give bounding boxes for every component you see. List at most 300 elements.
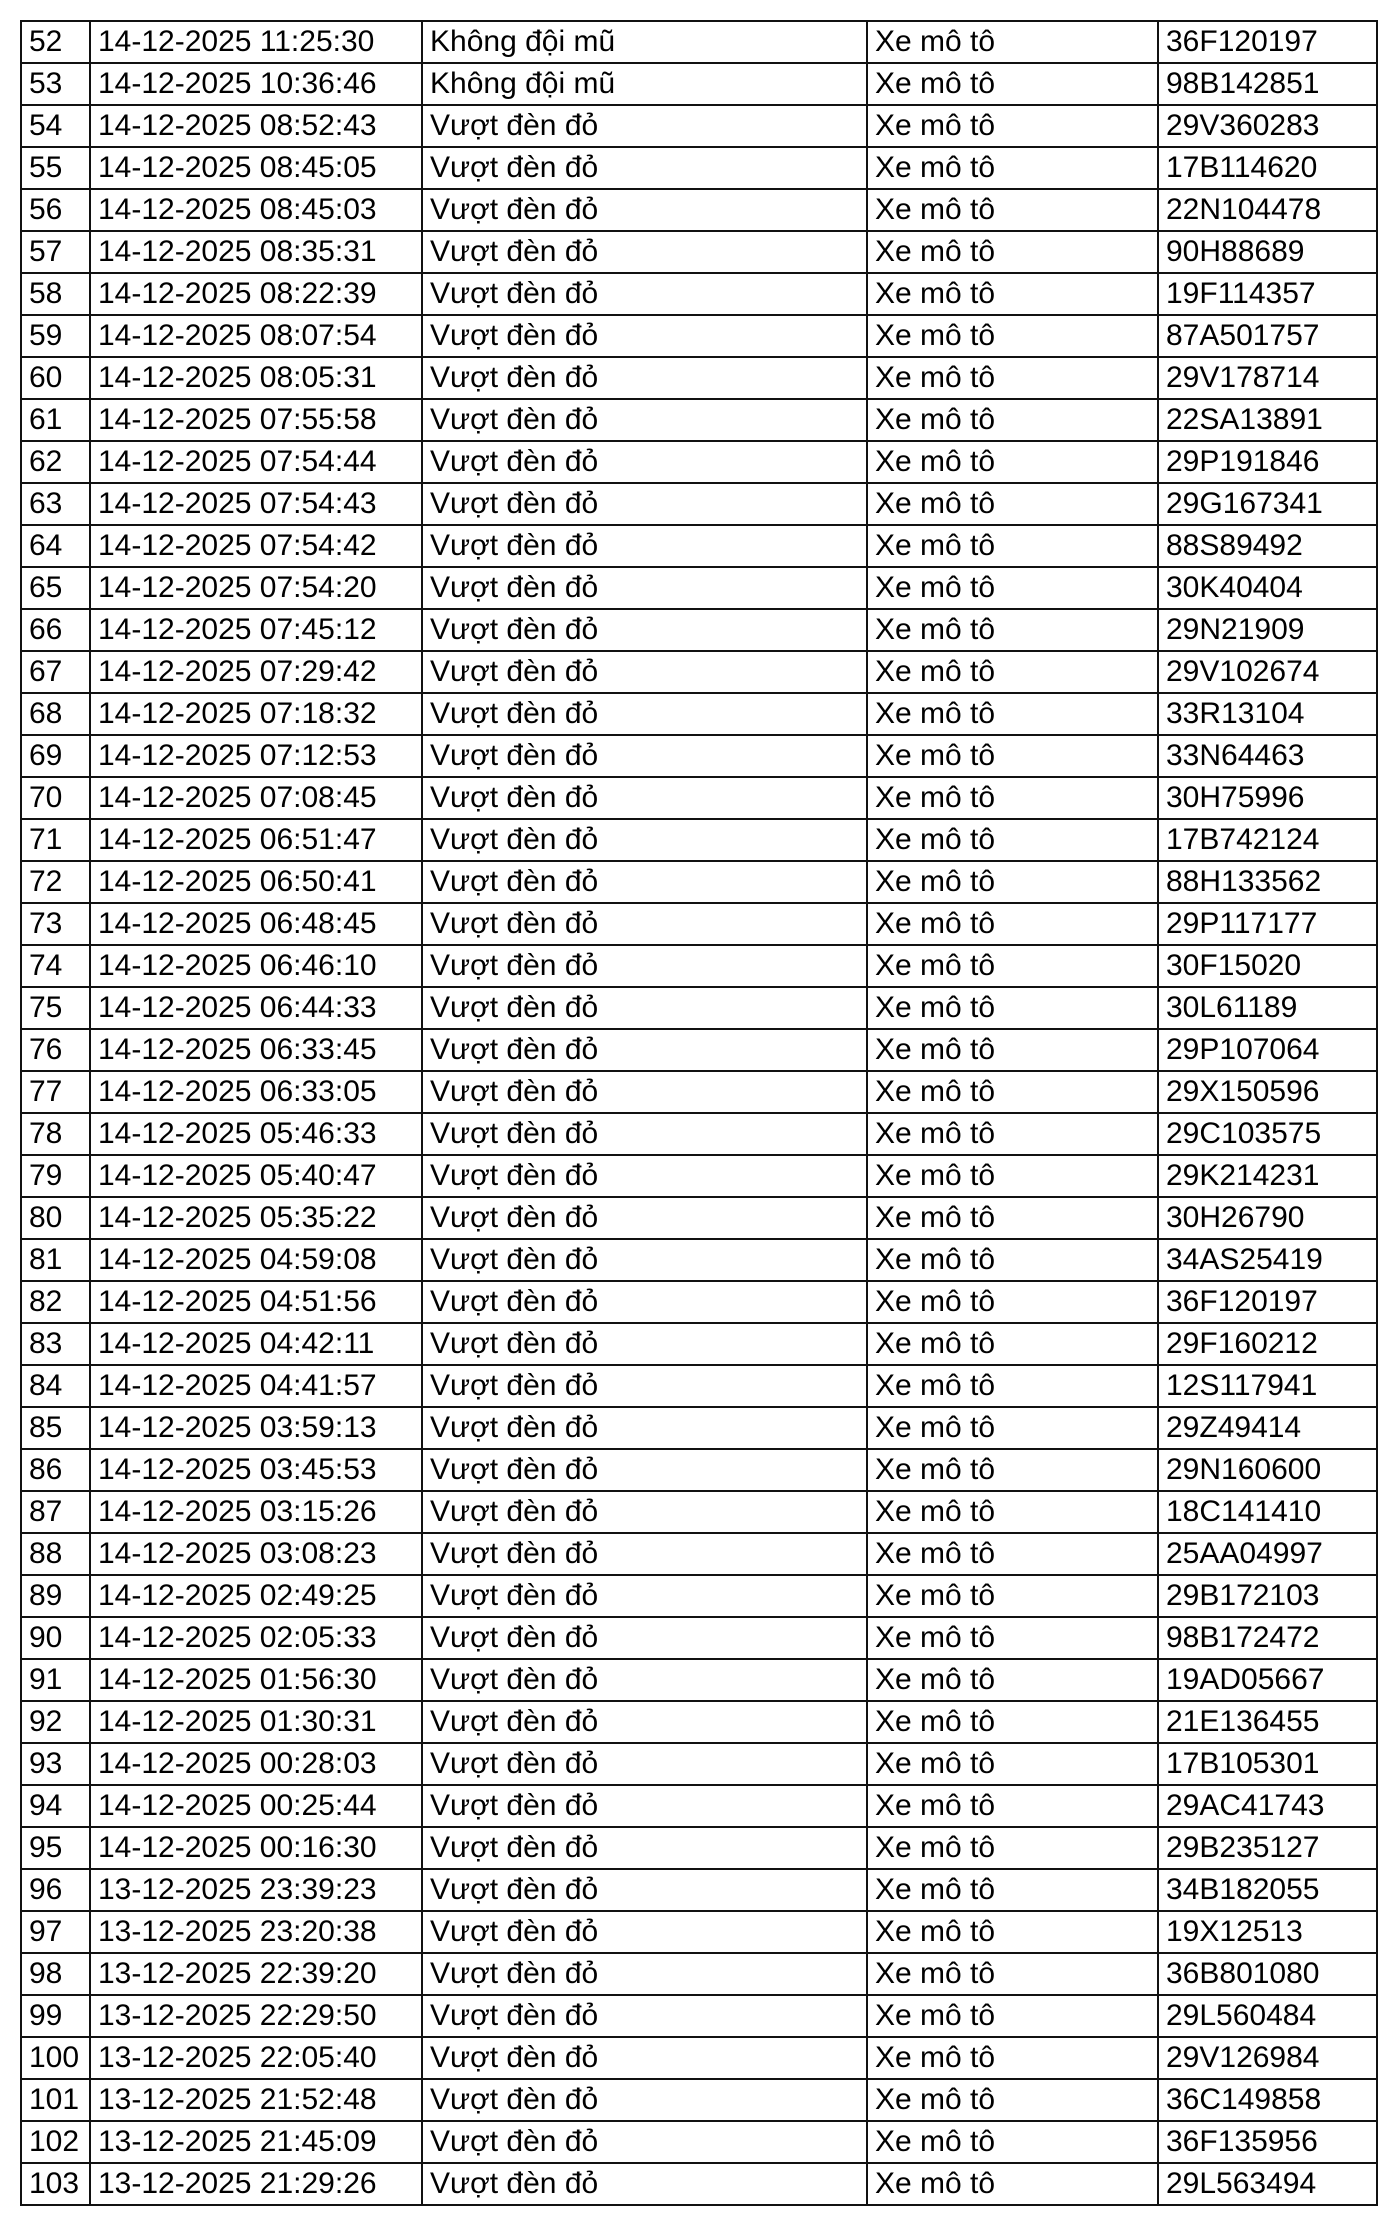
table-row <box>22 1282 1378 1324</box>
row-number: 80 <box>22 1198 91 1240</box>
vehicle-type: Xe mô tô <box>868 1030 1159 1072</box>
vehicle-type: Xe mô tô <box>868 1366 1159 1408</box>
violation-type: Vượt đèn đỏ <box>423 1660 868 1702</box>
row-number: 71 <box>22 820 91 862</box>
table-row <box>22 1072 1378 1114</box>
violation-type: Vượt đèn đỏ <box>423 2122 868 2164</box>
vehicle-type: Xe mô tô <box>868 1786 1159 1828</box>
vehicle-type: Xe mô tô <box>868 484 1159 526</box>
table-row <box>22 2038 1378 2080</box>
violation-time: 14-12-2025 06:50:41 <box>91 862 423 904</box>
vehicle-type: Xe mô tô <box>868 778 1159 820</box>
table-row <box>22 442 1378 484</box>
violation-time: 14-12-2025 07:54:43 <box>91 484 423 526</box>
license-plate: 30L61189 <box>1159 988 1378 1030</box>
violation-type: Vượt đèn đỏ <box>423 2038 868 2080</box>
row-number: 78 <box>22 1114 91 1156</box>
vehicle-type: Xe mô tô <box>868 1702 1159 1744</box>
violation-type: Vượt đèn đỏ <box>423 652 868 694</box>
row-number: 94 <box>22 1786 91 1828</box>
table-row <box>22 1366 1378 1408</box>
vehicle-type: Xe mô tô <box>868 232 1159 274</box>
violation-time: 13-12-2025 22:05:40 <box>91 2038 423 2080</box>
violation-time: 14-12-2025 00:28:03 <box>91 1744 423 1786</box>
row-number: 83 <box>22 1324 91 1366</box>
violation-type: Vượt đèn đỏ <box>423 1576 868 1618</box>
violation-type: Vượt đèn đỏ <box>423 1324 868 1366</box>
row-number: 89 <box>22 1576 91 1618</box>
vehicle-type: Xe mô tô <box>868 1870 1159 1912</box>
row-number: 64 <box>22 526 91 568</box>
violation-type: Vượt đèn đỏ <box>423 1996 868 2038</box>
violation-type: Vượt đèn đỏ <box>423 694 868 736</box>
table-row <box>22 316 1378 358</box>
table-row <box>22 568 1378 610</box>
row-number: 101 <box>22 2080 91 2122</box>
license-plate: 36B801080 <box>1159 1954 1378 1996</box>
violation-time: 14-12-2025 01:56:30 <box>91 1660 423 1702</box>
violation-type: Vượt đèn đỏ <box>423 1912 868 1954</box>
license-plate: 22SA13891 <box>1159 400 1378 442</box>
violation-time: 14-12-2025 06:51:47 <box>91 820 423 862</box>
violation-type: Vượt đèn đỏ <box>423 946 868 988</box>
violation-type: Vượt đèn đỏ <box>423 2080 868 2122</box>
vehicle-type: Xe mô tô <box>868 988 1159 1030</box>
license-plate: 29N21909 <box>1159 610 1378 652</box>
violation-time: 14-12-2025 07:29:42 <box>91 652 423 694</box>
row-number: 99 <box>22 1996 91 2038</box>
vehicle-type: Xe mô tô <box>868 1114 1159 1156</box>
license-plate: 88H133562 <box>1159 862 1378 904</box>
license-plate: 17B114620 <box>1159 148 1378 190</box>
violation-type: Vượt đèn đỏ <box>423 862 868 904</box>
row-number: 52 <box>22 22 91 64</box>
license-plate: 29F160212 <box>1159 1324 1378 1366</box>
license-plate: 29G167341 <box>1159 484 1378 526</box>
table-row <box>22 694 1378 736</box>
row-number: 100 <box>22 2038 91 2080</box>
violation-time: 14-12-2025 04:41:57 <box>91 1366 423 1408</box>
table-row <box>22 64 1378 106</box>
license-plate: 30K40404 <box>1159 568 1378 610</box>
license-plate: 90H88689 <box>1159 232 1378 274</box>
license-plate: 19X12513 <box>1159 1912 1378 1954</box>
violation-time: 14-12-2025 04:51:56 <box>91 1282 423 1324</box>
violation-time: 14-12-2025 07:45:12 <box>91 610 423 652</box>
table-row <box>22 2122 1378 2164</box>
violation-type: Vượt đèn đỏ <box>423 1744 868 1786</box>
table-row <box>22 2164 1378 2206</box>
violation-type: Vượt đèn đỏ <box>423 106 868 148</box>
row-number: 76 <box>22 1030 91 1072</box>
table-row <box>22 1198 1378 1240</box>
vehicle-type: Xe mô tô <box>868 1912 1159 1954</box>
vehicle-type: Xe mô tô <box>868 106 1159 148</box>
vehicle-type: Xe mô tô <box>868 1492 1159 1534</box>
row-number: 96 <box>22 1870 91 1912</box>
violation-type: Vượt đèn đỏ <box>423 736 868 778</box>
violation-type: Vượt đèn đỏ <box>423 2164 868 2206</box>
license-plate: 19F114357 <box>1159 274 1378 316</box>
violation-time: 13-12-2025 21:45:09 <box>91 2122 423 2164</box>
table-row <box>22 1534 1378 1576</box>
violation-type: Vượt đèn đỏ <box>423 484 868 526</box>
violation-type: Không đội mũ <box>423 22 868 64</box>
violation-type: Vượt đèn đỏ <box>423 904 868 946</box>
row-number: 65 <box>22 568 91 610</box>
vehicle-type: Xe mô tô <box>868 2080 1159 2122</box>
license-plate: 12S117941 <box>1159 1366 1378 1408</box>
violation-time: 14-12-2025 01:30:31 <box>91 1702 423 1744</box>
violation-type: Vượt đèn đỏ <box>423 1954 868 1996</box>
vehicle-type: Xe mô tô <box>868 904 1159 946</box>
license-plate: 29P107064 <box>1159 1030 1378 1072</box>
license-plate: 29P191846 <box>1159 442 1378 484</box>
vehicle-type: Xe mô tô <box>868 1828 1159 1870</box>
license-plate: 17B105301 <box>1159 1744 1378 1786</box>
violation-type: Vượt đèn đỏ <box>423 1870 868 1912</box>
license-plate: 17B742124 <box>1159 820 1378 862</box>
row-number: 59 <box>22 316 91 358</box>
row-number: 62 <box>22 442 91 484</box>
violation-type: Vượt đèn đỏ <box>423 442 868 484</box>
table-row <box>22 484 1378 526</box>
violation-type: Vượt đèn đỏ <box>423 1198 868 1240</box>
row-number: 68 <box>22 694 91 736</box>
table-row <box>22 1996 1378 2038</box>
vehicle-type: Xe mô tô <box>868 736 1159 778</box>
table-row <box>22 358 1378 400</box>
violation-time: 14-12-2025 07:08:45 <box>91 778 423 820</box>
violation-time: 14-12-2025 06:44:33 <box>91 988 423 1030</box>
license-plate: 29B172103 <box>1159 1576 1378 1618</box>
table-row <box>22 232 1378 274</box>
row-number: 95 <box>22 1828 91 1870</box>
license-plate: 22N104478 <box>1159 190 1378 232</box>
violation-time: 14-12-2025 03:15:26 <box>91 1492 423 1534</box>
row-number: 69 <box>22 736 91 778</box>
violation-type: Vượt đèn đỏ <box>423 148 868 190</box>
row-number: 93 <box>22 1744 91 1786</box>
vehicle-type: Xe mô tô <box>868 2038 1159 2080</box>
violation-type: Không đội mũ <box>423 64 868 106</box>
violation-type: Vượt đèn đỏ <box>423 1240 868 1282</box>
row-number: 60 <box>22 358 91 400</box>
row-number: 66 <box>22 610 91 652</box>
table-row <box>22 652 1378 694</box>
row-number: 92 <box>22 1702 91 1744</box>
table-row <box>22 946 1378 988</box>
violation-type: Vượt đèn đỏ <box>423 1282 868 1324</box>
violation-time: 13-12-2025 21:52:48 <box>91 2080 423 2122</box>
row-number: 73 <box>22 904 91 946</box>
violation-time: 14-12-2025 11:25:30 <box>91 22 423 64</box>
violation-type: Vượt đèn đỏ <box>423 1408 868 1450</box>
violation-type: Vượt đèn đỏ <box>423 778 868 820</box>
violation-time: 14-12-2025 08:45:03 <box>91 190 423 232</box>
row-number: 97 <box>22 1912 91 1954</box>
vehicle-type: Xe mô tô <box>868 1408 1159 1450</box>
license-plate: 21E136455 <box>1159 1702 1378 1744</box>
violation-time: 14-12-2025 00:16:30 <box>91 1828 423 1870</box>
row-number: 79 <box>22 1156 91 1198</box>
license-plate: 29N160600 <box>1159 1450 1378 1492</box>
violation-time: 14-12-2025 07:54:44 <box>91 442 423 484</box>
row-number: 86 <box>22 1450 91 1492</box>
vehicle-type: Xe mô tô <box>868 1198 1159 1240</box>
license-plate: 29X150596 <box>1159 1072 1378 1114</box>
violation-type: Vượt đèn đỏ <box>423 274 868 316</box>
table-row <box>22 736 1378 778</box>
row-number: 57 <box>22 232 91 274</box>
violation-type: Vượt đèn đỏ <box>423 358 868 400</box>
row-number: 54 <box>22 106 91 148</box>
table-row <box>22 190 1378 232</box>
violation-type: Vượt đèn đỏ <box>423 1828 868 1870</box>
table-row <box>22 526 1378 568</box>
license-plate: 29L560484 <box>1159 1996 1378 2038</box>
vehicle-type: Xe mô tô <box>868 1618 1159 1660</box>
vehicle-type: Xe mô tô <box>868 526 1159 568</box>
vehicle-type: Xe mô tô <box>868 442 1159 484</box>
table-row <box>22 1954 1378 1996</box>
violation-time: 14-12-2025 05:46:33 <box>91 1114 423 1156</box>
violation-time: 14-12-2025 02:05:33 <box>91 1618 423 1660</box>
table-row <box>22 1828 1378 1870</box>
license-plate: 29V126984 <box>1159 2038 1378 2080</box>
table-row <box>22 1030 1378 1072</box>
row-number: 63 <box>22 484 91 526</box>
table-row <box>22 1240 1378 1282</box>
violation-type: Vượt đèn đỏ <box>423 232 868 274</box>
table-row <box>22 22 1378 64</box>
vehicle-type: Xe mô tô <box>868 1324 1159 1366</box>
table-row <box>22 1702 1378 1744</box>
violation-time: 14-12-2025 03:59:13 <box>91 1408 423 1450</box>
license-plate: 98B142851 <box>1159 64 1378 106</box>
vehicle-type: Xe mô tô <box>868 694 1159 736</box>
table-row <box>22 862 1378 904</box>
violation-time: 14-12-2025 06:33:45 <box>91 1030 423 1072</box>
violation-time: 14-12-2025 08:07:54 <box>91 316 423 358</box>
violation-time: 13-12-2025 23:20:38 <box>91 1912 423 1954</box>
vehicle-type: Xe mô tô <box>868 1576 1159 1618</box>
row-number: 58 <box>22 274 91 316</box>
row-number: 77 <box>22 1072 91 1114</box>
table-row <box>22 2080 1378 2122</box>
row-number: 72 <box>22 862 91 904</box>
table-row <box>22 400 1378 442</box>
vehicle-type: Xe mô tô <box>868 148 1159 190</box>
violation-type: Vượt đèn đỏ <box>423 316 868 358</box>
violation-time: 13-12-2025 21:29:26 <box>91 2164 423 2206</box>
license-plate: 29C103575 <box>1159 1114 1378 1156</box>
license-plate: 29V178714 <box>1159 358 1378 400</box>
violation-time: 13-12-2025 22:29:50 <box>91 1996 423 2038</box>
violation-type: Vượt đèn đỏ <box>423 568 868 610</box>
row-number: 98 <box>22 1954 91 1996</box>
license-plate: 33N64463 <box>1159 736 1378 778</box>
table-row <box>22 1492 1378 1534</box>
vehicle-type: Xe mô tô <box>868 1954 1159 1996</box>
table-row <box>22 1912 1378 1954</box>
violation-type: Vượt đèn đỏ <box>423 1786 868 1828</box>
violation-time: 14-12-2025 10:36:46 <box>91 64 423 106</box>
violation-time: 13-12-2025 23:39:23 <box>91 1870 423 1912</box>
row-number: 74 <box>22 946 91 988</box>
license-plate: 29AC41743 <box>1159 1786 1378 1828</box>
table-row <box>22 1660 1378 1702</box>
violation-time: 14-12-2025 00:25:44 <box>91 1786 423 1828</box>
vehicle-type: Xe mô tô <box>868 820 1159 862</box>
row-number: 61 <box>22 400 91 442</box>
row-number: 91 <box>22 1660 91 1702</box>
license-plate: 30H75996 <box>1159 778 1378 820</box>
violation-time: 14-12-2025 07:12:53 <box>91 736 423 778</box>
violation-time: 14-12-2025 08:35:31 <box>91 232 423 274</box>
table-row <box>22 1324 1378 1366</box>
vehicle-type: Xe mô tô <box>868 316 1159 358</box>
violation-time: 14-12-2025 07:54:42 <box>91 526 423 568</box>
table-row <box>22 610 1378 652</box>
license-plate: 36C149858 <box>1159 2080 1378 2122</box>
table-row <box>22 1576 1378 1618</box>
license-plate: 34AS25419 <box>1159 1240 1378 1282</box>
row-number: 55 <box>22 148 91 190</box>
vehicle-type: Xe mô tô <box>868 568 1159 610</box>
table-row <box>22 1408 1378 1450</box>
license-plate: 88S89492 <box>1159 526 1378 568</box>
row-number: 102 <box>22 2122 91 2164</box>
license-plate: 19AD05667 <box>1159 1660 1378 1702</box>
row-number: 87 <box>22 1492 91 1534</box>
license-plate: 36F135956 <box>1159 2122 1378 2164</box>
vehicle-type: Xe mô tô <box>868 1450 1159 1492</box>
violation-type: Vượt đèn đỏ <box>423 1030 868 1072</box>
violation-time: 14-12-2025 07:54:20 <box>91 568 423 610</box>
license-plate: 36F120197 <box>1159 1282 1378 1324</box>
violation-time: 14-12-2025 04:42:11 <box>91 1324 423 1366</box>
license-plate: 87A501757 <box>1159 316 1378 358</box>
violation-time: 14-12-2025 06:46:10 <box>91 946 423 988</box>
violation-time: 14-12-2025 05:35:22 <box>91 1198 423 1240</box>
vehicle-type: Xe mô tô <box>868 1660 1159 1702</box>
violation-time: 14-12-2025 06:33:05 <box>91 1072 423 1114</box>
vehicle-type: Xe mô tô <box>868 1744 1159 1786</box>
table-row <box>22 1450 1378 1492</box>
violation-type: Vượt đèn đỏ <box>423 820 868 862</box>
table-row <box>22 904 1378 946</box>
table-row <box>22 1156 1378 1198</box>
violation-type: Vượt đèn đỏ <box>423 1450 868 1492</box>
vehicle-type: Xe mô tô <box>868 1156 1159 1198</box>
table-row <box>22 1618 1378 1660</box>
license-plate: 29B235127 <box>1159 1828 1378 1870</box>
violation-time: 14-12-2025 08:22:39 <box>91 274 423 316</box>
vehicle-type: Xe mô tô <box>868 274 1159 316</box>
vehicle-type: Xe mô tô <box>868 1240 1159 1282</box>
table-row <box>22 1870 1378 1912</box>
violation-time: 14-12-2025 07:18:32 <box>91 694 423 736</box>
vehicle-type: Xe mô tô <box>868 1072 1159 1114</box>
violation-time: 14-12-2025 02:49:25 <box>91 1576 423 1618</box>
license-plate: 29L563494 <box>1159 2164 1378 2206</box>
violation-type: Vượt đèn đỏ <box>423 526 868 568</box>
violation-type: Vượt đèn đỏ <box>423 1534 868 1576</box>
row-number: 88 <box>22 1534 91 1576</box>
vehicle-type: Xe mô tô <box>868 358 1159 400</box>
vehicle-type: Xe mô tô <box>868 22 1159 64</box>
table-row <box>22 1786 1378 1828</box>
vehicle-type: Xe mô tô <box>868 400 1159 442</box>
violation-type: Vượt đèn đỏ <box>423 1702 868 1744</box>
violation-type: Vượt đèn đỏ <box>423 1072 868 1114</box>
vehicle-type: Xe mô tô <box>868 64 1159 106</box>
vehicle-type: Xe mô tô <box>868 1534 1159 1576</box>
license-plate: 98B172472 <box>1159 1618 1378 1660</box>
violation-time: 14-12-2025 08:05:31 <box>91 358 423 400</box>
violation-time: 14-12-2025 06:48:45 <box>91 904 423 946</box>
violation-type: Vượt đèn đỏ <box>423 1114 868 1156</box>
row-number: 82 <box>22 1282 91 1324</box>
violation-time: 14-12-2025 04:59:08 <box>91 1240 423 1282</box>
vehicle-type: Xe mô tô <box>868 2122 1159 2164</box>
license-plate: 30F15020 <box>1159 946 1378 988</box>
row-number: 53 <box>22 64 91 106</box>
table-row <box>22 148 1378 190</box>
row-number: 67 <box>22 652 91 694</box>
row-number: 90 <box>22 1618 91 1660</box>
violation-time: 14-12-2025 08:45:05 <box>91 148 423 190</box>
row-number: 81 <box>22 1240 91 1282</box>
license-plate: 33R13104 <box>1159 694 1378 736</box>
table-row <box>22 820 1378 862</box>
vehicle-type: Xe mô tô <box>868 610 1159 652</box>
table-row <box>22 778 1378 820</box>
table-row <box>22 988 1378 1030</box>
violation-time: 13-12-2025 22:39:20 <box>91 1954 423 1996</box>
violation-type: Vượt đèn đỏ <box>423 1492 868 1534</box>
violations-table <box>20 20 1378 2206</box>
row-number: 56 <box>22 190 91 232</box>
license-plate: 30H26790 <box>1159 1198 1378 1240</box>
violation-type: Vượt đèn đỏ <box>423 610 868 652</box>
violation-type: Vượt đèn đỏ <box>423 190 868 232</box>
vehicle-type: Xe mô tô <box>868 946 1159 988</box>
violation-time: 14-12-2025 03:45:53 <box>91 1450 423 1492</box>
vehicle-type: Xe mô tô <box>868 2164 1159 2206</box>
license-plate: 29V102674 <box>1159 652 1378 694</box>
violation-type: Vượt đèn đỏ <box>423 1366 868 1408</box>
table-row <box>22 1744 1378 1786</box>
row-number: 85 <box>22 1408 91 1450</box>
license-plate: 29V360283 <box>1159 106 1378 148</box>
violation-time: 14-12-2025 05:40:47 <box>91 1156 423 1198</box>
table-row <box>22 106 1378 148</box>
vehicle-type: Xe mô tô <box>868 1282 1159 1324</box>
row-number: 75 <box>22 988 91 1030</box>
license-plate: 25AA04997 <box>1159 1534 1378 1576</box>
vehicle-type: Xe mô tô <box>868 190 1159 232</box>
vehicle-type: Xe mô tô <box>868 862 1159 904</box>
row-number: 70 <box>22 778 91 820</box>
license-plate: 18C141410 <box>1159 1492 1378 1534</box>
license-plate: 29P117177 <box>1159 904 1378 946</box>
violation-time: 14-12-2025 07:55:58 <box>91 400 423 442</box>
license-plate: 29K214231 <box>1159 1156 1378 1198</box>
violation-type: Vượt đèn đỏ <box>423 400 868 442</box>
license-plate: 29Z49414 <box>1159 1408 1378 1450</box>
